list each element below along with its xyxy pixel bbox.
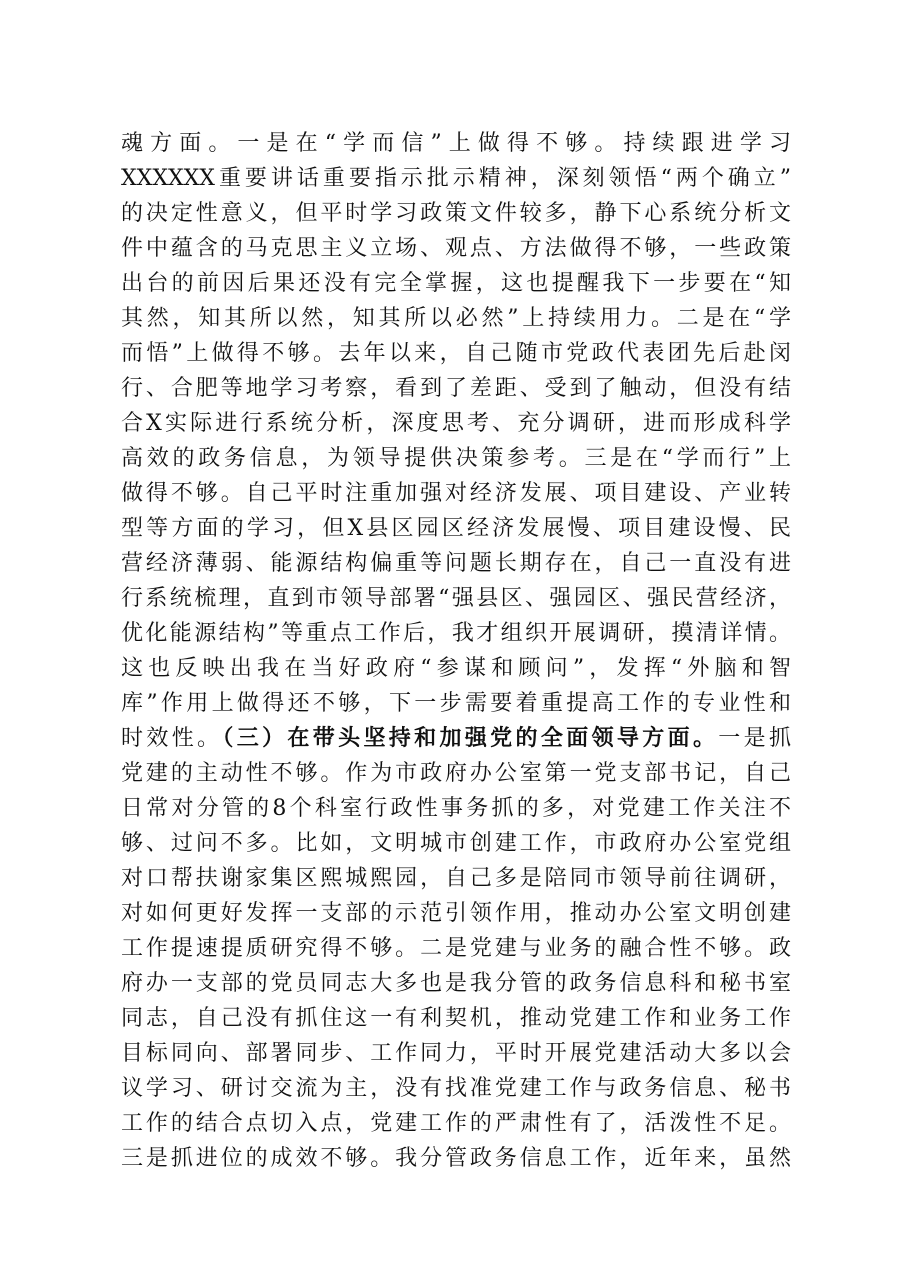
line-suffix: 一是抓 (718, 726, 791, 751)
text-line: 这也反映出我在当好政府“参谋和顾问”，发挥“外脑和智 (121, 656, 791, 681)
text-line: 三是抓进位的成效不够。我分管政务信息工作，近年来，虽然 (121, 1146, 791, 1171)
text-line: 对如何更好发挥一支部的示范引领作用，推动办公室文明创建 (121, 901, 791, 926)
text-line: 对口帮扶谢家集区熙城熙园，自己多是陪同市领导前往调研， (121, 866, 791, 891)
text-line: 工作提速提质研究得不够。二是党建与业务的融合性不够。政 (121, 936, 791, 961)
text-line: 行系统梳理，直到市领导部署“强县区、强园区、强民营经济， (121, 586, 791, 611)
text-line: 魂方面。一是在“学而信”上做得不够。持续跟进学习 (121, 131, 791, 156)
text-line: 的决定性意义，但平时学习政策文件较多，静下心系统分析文 (121, 201, 791, 226)
text-line: 行、合肥等地学习考察，看到了差距、受到了触动，但没有结 (121, 376, 791, 401)
text-line: 其然，知其所以然，知其所以必然”上持续用力。二是在“学 (121, 306, 791, 331)
text-line: 做得不够。自己平时注重加强对经济发展、项目建设、产业转 (121, 481, 791, 506)
text-line: 目标同向、部署同步、工作同力，平时开展党建活动大多以会 (121, 1041, 791, 1066)
text-line-with-heading (121, 721, 791, 756)
text-line: 件中蕴含的马克思主义立场、观点、方法做得不够，一些政策 (121, 236, 791, 261)
text-line: 型等方面的学习，但X县区园区经济发展慢、项目建设慢、民 (121, 516, 791, 541)
text-line: 高效的政务信息，为领导提供决策参考。三是在“学而行”上 (121, 446, 791, 471)
text-line: 议学习、研讨交流为主，没有找准党建工作与政务信息、秘书 (121, 1076, 791, 1101)
text-line: 够、过问不多。比如，文明城市创建工作，市政府办公室党组 (121, 831, 791, 856)
text-line: 营经济薄弱、能源结构偏重等问题长期存在，自己一直没有进 (121, 551, 791, 576)
text-line: 府办一支部的党员同志大多也是我分管的政务信息科和秘书室 (121, 971, 791, 996)
text-line: XXXXXX重要讲话重要指示批示精神，深刻领悟“两个确立” (121, 166, 791, 191)
text-line: 党建的主动性不够。作为市政府办公室第一党支部书记，自己 (121, 761, 791, 786)
text-line: 合X实际进行系统分析，深度思考、充分调研，进而形成科学 (121, 411, 791, 436)
line-prefix: 时效性。 (121, 726, 223, 751)
text-line: 而悟”上做得不够。去年以来，自己随市党政代表团先后赴闵 (121, 341, 791, 366)
text-line: 出台的前因后果还没有完全掌握，这也提醒我下一步要在“知 (121, 271, 791, 296)
text-line: 工作的结合点切入点，党建工作的严肃性有了，活泼性不足。 (121, 1111, 791, 1136)
text-line: 日常对分管的8个科室行政性事务抓的多，对党建工作关注不 (121, 796, 791, 821)
section-heading: （三）在带头坚持和加强党的全面领导方面。 (222, 725, 719, 751)
text-line: 优化能源结构”等重点工作后，我才组织开展调研，摸清详情。 (121, 621, 791, 646)
text-line: 同志，自己没有抓住这一有利契机，推动党建工作和业务工作 (121, 1006, 791, 1031)
body-text (121, 126, 791, 1176)
text-line: 库”作用上做得还不够，下一步需要着重提高工作的专业性和 (121, 691, 791, 716)
